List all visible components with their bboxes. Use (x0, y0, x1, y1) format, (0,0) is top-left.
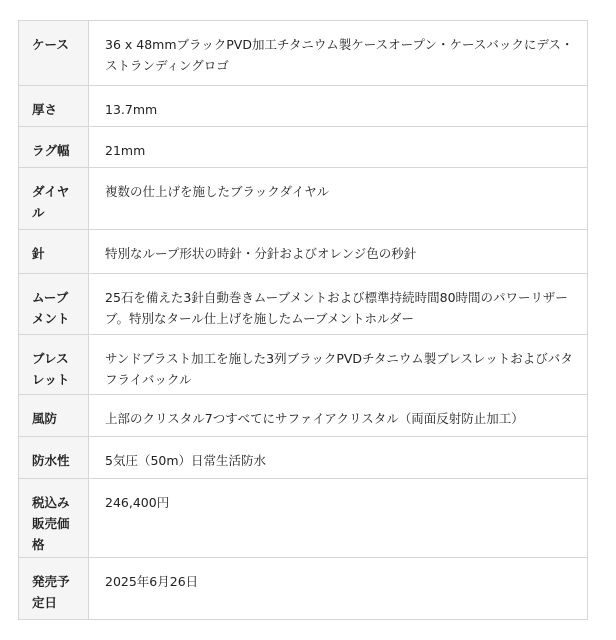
spec-value: 複数の仕上げを施したブラックダイヤル (89, 168, 588, 230)
spec-row-release-date (19, 558, 588, 620)
spec-row-thickness (19, 86, 588, 127)
spec-row-water-resistance (19, 437, 588, 479)
spec-value: 246,400円 (89, 479, 588, 558)
spec-label: 風防 (19, 395, 89, 437)
spec-label: ダイヤル (19, 168, 89, 230)
spec-value: サンドブラスト加工を施した3列ブラックPVDチタニウム製ブレスレットおよびバタフライバックル (89, 335, 588, 395)
spec-row-crystal (19, 395, 588, 437)
spec-row-bracelet (19, 335, 588, 395)
spec-row-case (19, 21, 588, 86)
spec-label: 発売予定日 (19, 558, 89, 620)
spec-value: 上部のクリスタル7つすべてにサファイアクリスタル（両面反射防止加工） (89, 395, 588, 437)
spec-value: 2025年6月26日 (89, 558, 588, 620)
spec-row-price (19, 479, 588, 558)
spec-label: ムーブメント (19, 274, 89, 335)
spec-value: 36 x 48mmブラックPVD加工チタニウム製ケースオープン・ケースバックにデス・ストランディングロゴ (89, 21, 588, 86)
spec-row-dial (19, 168, 588, 230)
spec-label: ケース (19, 21, 89, 86)
spec-value: 5気圧（50m）日常生活防水 (89, 437, 588, 479)
spec-label: 厚さ (19, 86, 89, 127)
spec-label: ラグ幅 (19, 127, 89, 168)
spec-value: 特別なループ形状の時針・分針およびオレンジ色の秒針 (89, 230, 588, 274)
spec-row-hands (19, 230, 588, 274)
spec-value: 13.7mm (89, 86, 588, 127)
spec-label: ブレスレット (19, 335, 89, 395)
spec-value: 25石を備えた3針自動巻きムーブメントおよび標準持続時間80時間のパワーリザーブ。特別なタール仕上げを施したムーブメントホルダー (89, 274, 588, 335)
spec-row-lug-width (19, 127, 588, 168)
spec-label: 針 (19, 230, 89, 274)
spec-label: 防水性 (19, 437, 89, 479)
spec-row-movement (19, 274, 588, 335)
spec-label: 税込み販売価格 (19, 479, 89, 558)
spec-table (18, 20, 588, 620)
spec-value: 21mm (89, 127, 588, 168)
